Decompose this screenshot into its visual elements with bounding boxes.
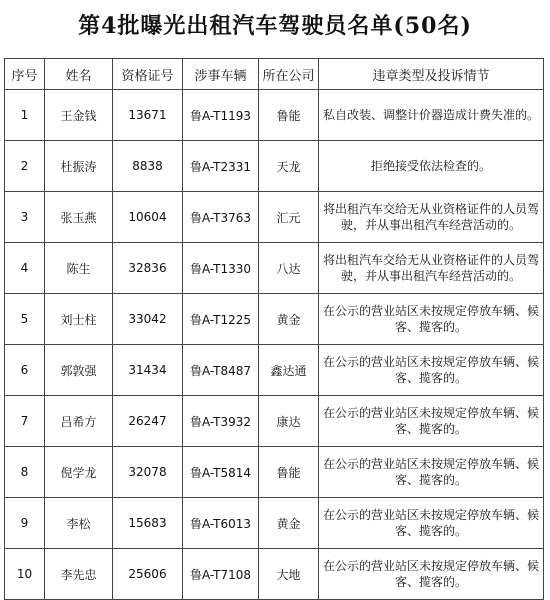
cell-company: 黄金 <box>259 294 319 345</box>
table-row <box>5 345 544 396</box>
header-violation: 违章类型及投诉情节 <box>319 59 544 90</box>
cell-company: 鲁能 <box>259 90 319 141</box>
cell-company: 八达 <box>259 243 319 294</box>
table-row <box>5 294 544 345</box>
cell-cert: 13671 <box>113 90 183 141</box>
cell-name: 倪学龙 <box>45 447 113 498</box>
cell-cert: 25606 <box>113 549 183 600</box>
cell-plate: 鲁A-T2331 <box>183 141 259 192</box>
cell-company: 黄金 <box>259 498 319 549</box>
cell-seq: 10 <box>5 549 45 600</box>
cell-violation: 在公示的营业站区未按规定停放车辆、候客、揽客的。 <box>319 447 544 498</box>
cell-violation: 在公示的营业站区未按规定停放车辆、候客、揽客的。 <box>319 294 544 345</box>
header-name: 姓名 <box>45 59 113 90</box>
cell-violation: 在公示的营业站区未按规定停放车辆、候客、揽客的。 <box>319 498 544 549</box>
cell-plate: 鲁A-T7108 <box>183 549 259 600</box>
cell-cert: 33042 <box>113 294 183 345</box>
cell-company: 康达 <box>259 396 319 447</box>
table-row <box>5 192 544 243</box>
table-row <box>5 396 544 447</box>
cell-seq: 2 <box>5 141 45 192</box>
cell-cert: 26247 <box>113 396 183 447</box>
cell-name: 张玉燕 <box>45 192 113 243</box>
cell-violation: 在公示的营业站区未按规定停放车辆、候客、揽客的。 <box>319 345 544 396</box>
cell-name: 李松 <box>45 498 113 549</box>
cell-seq: 5 <box>5 294 45 345</box>
cell-plate: 鲁A-T5814 <box>183 447 259 498</box>
cell-cert: 32836 <box>113 243 183 294</box>
cell-seq: 1 <box>5 90 45 141</box>
table-row <box>5 498 544 549</box>
header-seq: 序号 <box>5 59 45 90</box>
cell-seq: 4 <box>5 243 45 294</box>
table-row <box>5 243 544 294</box>
table-row <box>5 549 544 600</box>
cell-seq: 9 <box>5 498 45 549</box>
cell-name: 杜振涛 <box>45 141 113 192</box>
cell-cert: 8838 <box>113 141 183 192</box>
cell-violation: 将出租汽车交给无从业资格证件的人员驾驶，并从事出租汽车经营活动的。 <box>319 243 544 294</box>
cell-cert: 31434 <box>113 345 183 396</box>
cell-seq: 3 <box>5 192 45 243</box>
cell-cert: 32078 <box>113 447 183 498</box>
cell-violation: 私自改装、调整计价器造成计费失准的。 <box>319 90 544 141</box>
page-title: 第4批曝光出租汽车驾驶员名单(50名) <box>78 13 472 39</box>
cell-violation: 将出租汽车交给无从业资格证件的人员驾驶，并从事出租汽车经营活动的。 <box>319 192 544 243</box>
cell-violation: 在公示的营业站区未按规定停放车辆、候客、揽客的。 <box>319 396 544 447</box>
cell-plate: 鲁A-T1225 <box>183 294 259 345</box>
cell-plate: 鲁A-T6013 <box>183 498 259 549</box>
table-row <box>5 141 544 192</box>
cell-company: 鲁能 <box>259 447 319 498</box>
cell-name: 刘士柱 <box>45 294 113 345</box>
cell-plate: 鲁A-T3932 <box>183 396 259 447</box>
cell-violation: 在公示的营业站区未按规定停放车辆、候客、揽客的。 <box>319 549 544 600</box>
cell-name: 王金钱 <box>45 90 113 141</box>
cell-seq: 7 <box>5 396 45 447</box>
cell-name: 李先忠 <box>45 549 113 600</box>
cell-company: 天龙 <box>259 141 319 192</box>
cell-seq: 8 <box>5 447 45 498</box>
table-header-row <box>5 59 544 90</box>
header-company: 所在公司 <box>259 59 319 90</box>
table-row <box>5 447 544 498</box>
cell-plate: 鲁A-T1193 <box>183 90 259 141</box>
cell-company: 汇元 <box>259 192 319 243</box>
cell-violation: 拒绝接受依法检查的。 <box>319 141 544 192</box>
cell-name: 吕希方 <box>45 396 113 447</box>
cell-company: 大地 <box>259 549 319 600</box>
cell-plate: 鲁A-T8487 <box>183 345 259 396</box>
cell-cert: 10604 <box>113 192 183 243</box>
cell-seq: 6 <box>5 345 45 396</box>
header-cert: 资格证号 <box>113 59 183 90</box>
cell-company: 鑫达通 <box>259 345 319 396</box>
driver-roster-table <box>4 58 544 600</box>
cell-plate: 鲁A-T3763 <box>183 192 259 243</box>
table-row <box>5 90 544 141</box>
cell-plate: 鲁A-T1330 <box>183 243 259 294</box>
cell-cert: 15683 <box>113 498 183 549</box>
cell-name: 郭敦强 <box>45 345 113 396</box>
header-plate: 涉事车辆 <box>183 59 259 90</box>
cell-name: 陈生 <box>45 243 113 294</box>
